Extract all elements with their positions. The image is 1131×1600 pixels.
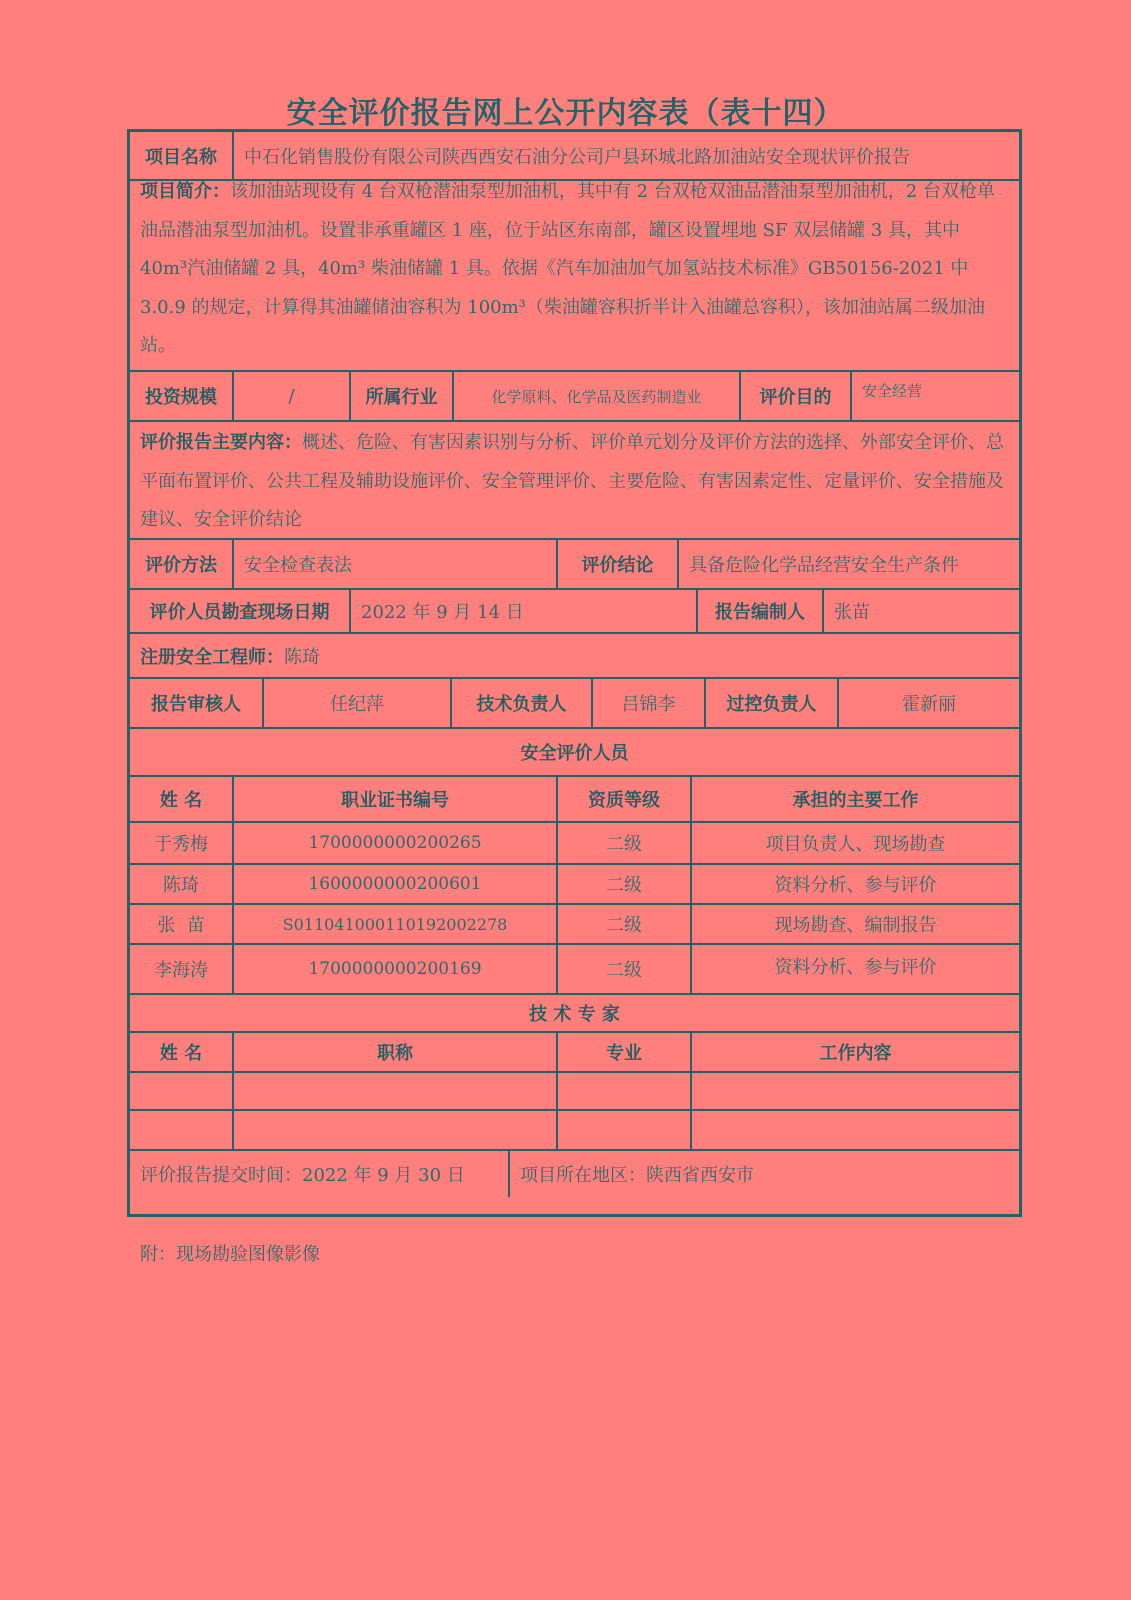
table-row-work: 资料分析、参与评价 (774, 957, 937, 978)
table-row-work: 现场勘查、编制报告 (774, 915, 937, 936)
table-row-name: 张 苗 (157, 915, 205, 936)
report-table (127, 129, 1022, 1217)
conclusion-label: 评价结论 (581, 555, 654, 576)
purpose-label: 评价目的 (759, 387, 832, 408)
staff-section-title: 安全评价人员 (520, 743, 629, 764)
table-row-grade: 二级 (606, 875, 642, 896)
submit-date: 评价报告提交时间：2022 年 9 月 30 日 (140, 1165, 465, 1186)
industry-value: 化学原料、化学品及医药制造业 (491, 387, 702, 406)
survey-date-label: 评价人员勘查现场日期 (149, 602, 330, 623)
method-value: 安全检查表法 (244, 555, 352, 576)
report-content-text: 概述、危险、有害因素识别与分析、评价单元划分及评价方法的选择、外部安全评价、总平面布置评价、公共工程及辅助设施评价、安全管理评价、主要危险、有害因素定性、定量评价、安全措施及建议、安全评价结论 (140, 432, 1004, 530)
table-row-work: 资料分析、参与评价 (774, 875, 937, 896)
experts-header-work: 工作内容 (819, 1043, 892, 1064)
engineer-label: 注册安全工程师： (140, 646, 284, 668)
process-lead-label: 过控负责人 (726, 694, 817, 715)
staff-header-name: 姓 名 (159, 790, 203, 811)
report-content-label: 评价报告主要内容： (140, 432, 302, 453)
experts-section-title: 技 术 专 家 (529, 1004, 620, 1025)
reviewer-value: 任纪萍 (330, 694, 384, 715)
survey-date-value: 2022 年 9 月 14 日 (361, 602, 524, 623)
process-lead-value: 霍新丽 (902, 694, 956, 715)
author-value: 张苗 (834, 602, 870, 623)
report-content (130, 424, 1019, 538)
author-label: 报告编制人 (715, 602, 805, 623)
project-intro-text: 该加油站现设有 4 台双枪潜油泵型加油机，其中有 2 台双枪双油品潜油泵型加油机，2 台双枪单油品潜油泵型加油机。设置非承重罐区 1 座，位于站区东南部，罐区设置埋地 SF 双层储罐 3 具，其中 40m³汽油储罐 2 具，40m³ 柴油储罐 1 具。依据《汽车加油加气加氢站技术标准》GB50156-2021 中 3.0.9 的规定，计算得其油罐储油容积为 100m³（柴油罐容积折半计入油罐总容积），该加油站属二级加油站。 (140, 181, 995, 356)
staff-header-work: 承担的主要工作 (792, 790, 919, 811)
invest-value: / (288, 385, 295, 407)
table-row-grade: 二级 (606, 960, 642, 981)
project-intro (130, 173, 1019, 369)
invest-label: 投资规模 (145, 387, 217, 408)
staff-header-cert: 职业证书编号 (341, 790, 449, 811)
project-intro-label: 项目简介： (140, 181, 230, 202)
project-location: 项目所在地区：陕西省西安市 (520, 1165, 754, 1186)
table-row-name: 于秀梅 (154, 834, 208, 855)
staff-header-grade: 资质等级 (588, 790, 660, 811)
experts-header-name: 姓 名 (159, 1043, 203, 1064)
experts-header-title: 职称 (377, 1043, 413, 1064)
table-row-cert: S011041000110192002278 (282, 914, 508, 934)
attachment-note: 附：现场勘验图像影像 (140, 1244, 320, 1265)
purpose-value: 安全经营 (862, 382, 923, 400)
tech-lead-value: 吕锦李 (621, 694, 676, 715)
table-row-name: 陈琦 (163, 875, 199, 896)
project-name-value: 中石化销售股份有限公司陕西西安石油分公司户县环城北路加油站安全现状评价报告 (244, 146, 910, 168)
conclusion-value: 具备危险化学品经营安全生产条件 (689, 555, 959, 576)
table-row-name: 李海涛 (154, 960, 208, 981)
table-row-cert: 1600000000200601 (308, 874, 482, 894)
industry-label: 所属行业 (365, 387, 438, 408)
table-row-grade: 二级 (606, 915, 642, 936)
table-row-work: 项目负责人、现场勘查 (765, 834, 946, 855)
table-row-cert: 1700000000200265 (308, 833, 482, 853)
table-row-cert: 1700000000200169 (308, 959, 482, 979)
engineer-row (130, 634, 1019, 677)
method-label: 评价方法 (145, 555, 217, 576)
experts-header-major: 专业 (606, 1043, 642, 1064)
engineer-value: 陈琦 (284, 646, 320, 668)
document-title: 安全评价报告网上公开内容表（表十四） (286, 96, 845, 131)
project-name-label: 项目名称 (145, 146, 217, 168)
table-row-grade: 二级 (606, 834, 642, 855)
reviewer-label: 报告审核人 (151, 694, 241, 715)
tech-lead-label: 技术负责人 (476, 694, 567, 715)
